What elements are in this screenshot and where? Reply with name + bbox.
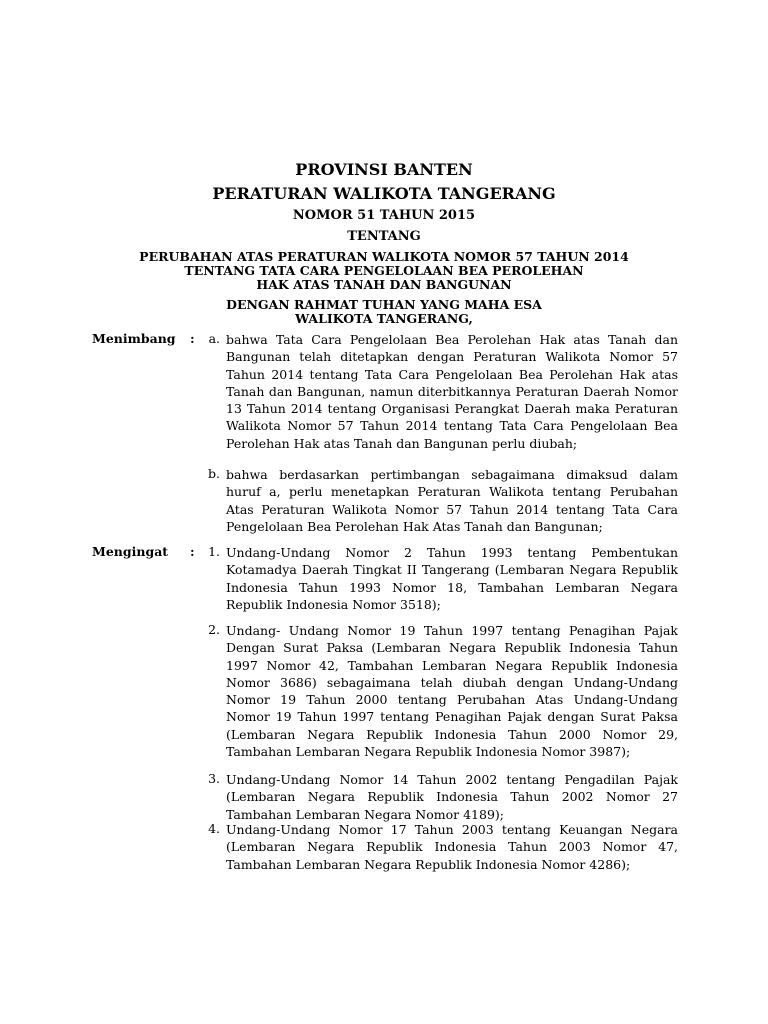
regulation-title: PERATURAN WALIKOTA TANGERANG — [212, 184, 556, 203]
blessing-line: DENGAN RAHMAT TUHAN YANG MAHA ESA — [226, 297, 542, 312]
list-item-marker: 3. — [208, 771, 220, 786]
list-item-text: bahwa Tata Cara Pengelolaan Bea Perolehan Hak atas Tanah dan Bangunan telah ditetapkan dengan Peraturan Walikota Nomor 57 Tahun 2014 tentang Tata Cara Pengelolaan Bea Perolehan Hak atas Tanah dan Bangunan, namun diterbitkannya Peraturan Daerah Nomor 13 Tahun 2014 tentang Organisasi Perangkat Daerah maka Peraturan Walikota Nomor 57 Tahun 2014 tentang Tata Cara Pengelolaan Bea Perolehan Hak atas Tanah dan Bangunan perlu diubah; — [226, 332, 678, 451]
blessing-line: WALIKOTA TANGERANG, — [295, 311, 473, 326]
list-item-marker: 4. — [208, 821, 220, 836]
regulation-number: NOMOR 51 TAHUN 2015 — [292, 208, 476, 223]
subject-line: TENTANG TATA CARA PENGELOLAAN BEA PEROLEHAN — [184, 263, 584, 278]
mengingat-colon: : — [190, 544, 195, 559]
list-item-marker: a. — [208, 331, 220, 346]
list-item-marker: 1. — [208, 544, 220, 559]
about-heading: TENTANG — [347, 229, 421, 244]
subject-line: HAK ATAS TANAH DAN BANGUNAN — [256, 277, 512, 292]
menimbang-label: Menimbang — [92, 331, 176, 346]
list-item-text: Undang-Undang Nomor 14 Tahun 2002 tentang Pengadilan Pajak (Lembaran Negara Republik Indonesia Tahun 2002 Nomor 27 Tambahan Lembaran Negara Nomor 4189); — [226, 772, 678, 822]
list-item-marker: b. — [208, 466, 220, 481]
mengingat-label: Mengingat — [92, 544, 169, 559]
menimbang-colon: : — [190, 331, 195, 346]
list-item-text: bahwa berdasarkan pertimbangan sebagaimana dimaksud dalam huruf a, perlu menetapkan Peraturan Walikota tentang Perubahan Atas Peraturan Walikota Nomor 57 Tahun 2014 tentang Tata Cara Pengelolaan Bea Perolehan Hak Atas Tanah dan Bangunan; — [226, 467, 678, 534]
list-item-marker: 2. — [208, 622, 220, 637]
list-item-text: Undang- Undang Nomor 19 Tahun 1997 tentang Penagihan Pajak Dengan Surat Paksa (Lembaran Negara Republik Indonesia Tahun 1997 Nomor 42, Tambahan Lembaran Negara Republik Indonesia Nomor 3686) sebagaimana telah diubah dengan Undang-Undang Nomor 19 Tahun 2000 tentang Perubahan Atas Undang-Undang Nomor 19 Tahun 1997 tentang Penagihan Pajak dengan Surat Paksa (Lembaran Negara Republik Indonesia Tahun 2000 Nomor 29, Tambahan Lembaran Negara Republik Indonesia Nomor 3987); — [226, 623, 678, 760]
province-title: PROVINSI BANTEN — [295, 160, 473, 179]
subject-line: PERUBAHAN ATAS PERATURAN WALIKOTA NOMOR 57 TAHUN 2014 — [139, 249, 629, 264]
list-item-text: Undang-Undang Nomor 17 Tahun 2003 tentang Keuangan Negara (Lembaran Negara Republik Indonesia Tahun 2003 Nomor 47, Tambahan Lembaran Negara Republik Indonesia Nomor 4286); — [226, 822, 678, 872]
list-item-text: Undang-Undang Nomor 2 Tahun 1993 tentang Pembentukan Kotamadya Daerah Tingkat II Tangerang (Lembaran Negara Republik Indonesia Tahun 1993 Nomor 18, Tambahan Lembaran Negara Republik Indonesia Nomor 3518); — [226, 545, 678, 612]
